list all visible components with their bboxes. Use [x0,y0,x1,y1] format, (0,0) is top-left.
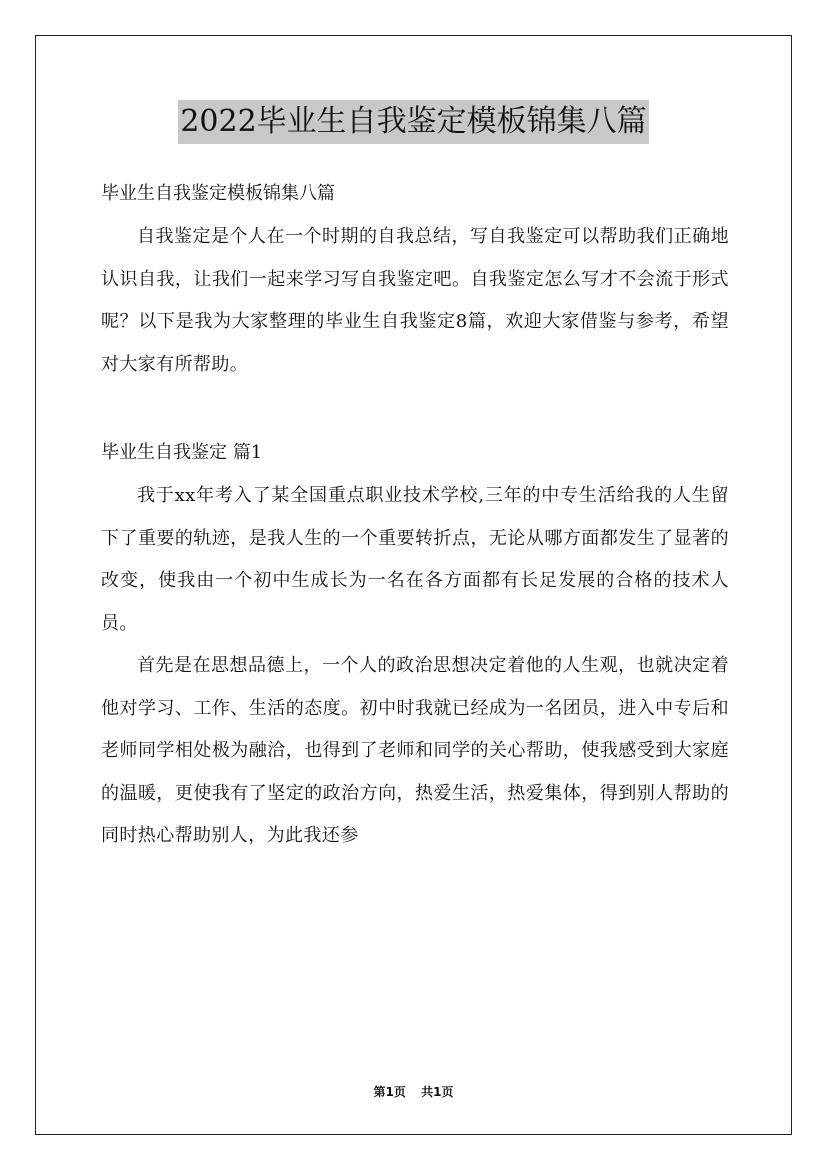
title-container [0,100,827,144]
section-1-paragraph-1: 我于xx年考入了某全国重点职业技术学校,三年的中专生活给我的人生留下了重要的轨迹，是我人生的一个重要转折点，无论从哪方面都发生了显著的改变，使我由一个初中生成长为一名在各方面都有长足发展的合格的技术人员。 [101,485,729,634]
section-1-paragraph-2: 首先是在思想品德上，一个人的政治思想决定着他的人生观，也就决定着他对学习、工作、生活的态度。初中时我就已经成为一名团员，进入中专后和老师同学相处极为融洽，也得到了老师和同学的关心帮助，使我感受到大家庭的温暖，更使我有了坚定的政治方向，热爱生活，热爱集体，得到别人帮助的同时热心帮助别人，为此我还参 [101,655,729,846]
section-spacer [101,386,729,431]
document-body [101,172,729,858]
page-footer [0,1083,827,1100]
page-number: 第1页 [373,1085,406,1099]
document-title: 2022毕业生自我鉴定模板锦集八篇 [178,100,648,144]
document-subtitle: 毕业生自我鉴定模板锦集八篇 [101,183,335,204]
section-1-heading: 毕业生自我鉴定 篇1 [101,442,263,463]
intro-paragraph: 自我鉴定是个人在一个时期的自我总结，写自我鉴定可以帮助我们正确地认识自我，让我们一起来学习写自我鉴定吧。自我鉴定怎么写才不会流于形式呢？以下是我为大家整理的毕业生自我鉴定8篇，欢迎大家借鉴与参考，希望对大家有所帮助。 [101,226,729,375]
page-total: 共1页 [421,1085,454,1099]
